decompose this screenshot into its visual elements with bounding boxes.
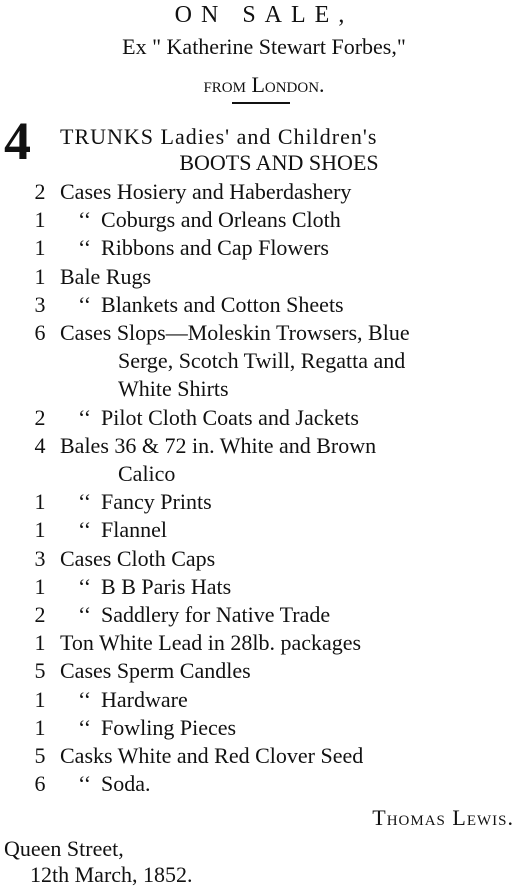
ship-name: Ex " Katherine Stewart Forbes," [122,34,406,59]
list-item [30,404,520,432]
item-quantity: 5 [34,658,46,684]
list-item [30,432,520,460]
list-item [30,291,520,319]
ditto-mark: ‘‘ [78,771,92,797]
item-text: Coburgs and Orleans Cloth [101,207,341,233]
divider-rule [232,102,290,104]
list-item [30,206,520,234]
list-item [30,263,520,291]
ditto-mark: ‘‘ [78,602,92,627]
item-description: Ton White Lead in 28lb. packages [60,630,362,656]
item-continuation: Serge, Scotch Twill, Regatta and [118,348,406,374]
date-line: 12th March, 1852. [30,862,193,887]
lead-quantity: 4 [4,111,31,171]
item-quantity: 3 [34,545,46,571]
item-quantity: 1 [34,517,46,543]
ditto-mark: ‘‘ [78,686,92,712]
item-description: Cases Sperm Candles [60,658,251,684]
item-quantity: 2 [34,404,46,430]
ditto-mark: ‘‘ [78,517,92,543]
item-quantity: 1 [34,630,46,656]
item-description [78,291,344,319]
item-quantity: 1 [34,263,46,289]
ditto-mark: ‘‘ [78,404,92,430]
item-text: Ribbons and Cap Flowers [101,235,329,261]
list-item [30,657,520,685]
list-item [30,686,520,714]
item-continuation: White Shirts [118,376,229,402]
item-quantity: 2 [34,179,46,204]
ditto-mark: ‘‘ [78,489,92,515]
list-item [30,573,520,601]
item-text: Saddlery for Native Trade [101,602,331,627]
item-description [78,573,231,601]
merchant-signature: Thomas Lewis. [372,805,514,830]
address-line: Queen Street, [4,836,124,861]
item-continuation: Calico [118,461,176,486]
list-item [30,488,520,516]
item-quantity: 6 [34,320,46,345]
item-description [78,714,236,742]
item-text: Hardware [101,686,188,712]
item-description [78,234,329,262]
item-description [78,404,359,432]
item-description [78,488,212,516]
lead-line-2: BOOTS AND SHOES [179,150,379,175]
item-description: Bale Rugs [60,263,152,289]
item-description [78,516,167,544]
list-item [30,516,520,544]
from-london: from London. [203,72,325,97]
item-text: Blankets and Cotton Sheets [101,291,344,317]
ditto-mark: ‘‘ [78,573,92,599]
item-quantity: 5 [34,743,46,768]
ditto-mark: ‘‘ [78,235,92,261]
item-description: Cases Cloth Caps [60,545,216,571]
list-item [30,545,520,573]
item-quantity: 1 [34,686,46,712]
item-description [78,770,151,798]
item-description: Cases Hosiery and Haberdashery [60,179,352,204]
item-quantity: 4 [34,432,46,458]
list-item [30,770,520,798]
item-text: Pilot Cloth Coats and Jackets [101,404,359,430]
lead-line-1: TRUNKS Ladies' and Children's [60,124,378,149]
list-item [30,319,520,347]
item-quantity: 6 [34,771,46,797]
item-description: Bales 36 & 72 in. White and Brown [60,432,377,458]
item-quantity: 1 [34,489,46,515]
list-item [30,601,520,629]
ditto-mark: ‘‘ [78,207,92,233]
item-quantity: 1 [34,573,46,599]
item-description [78,601,330,629]
item-description [78,686,188,714]
ditto-mark: ‘‘ [78,291,92,317]
list-item [30,714,520,742]
item-text: Fowling Pieces [101,714,237,740]
item-quantity: 1 [34,714,46,740]
item-description [78,206,341,234]
item-quantity: 1 [34,235,46,261]
list-item [30,629,520,657]
ditto-mark: ‘‘ [78,714,92,740]
list-item [30,178,520,206]
list-item [30,234,520,262]
list-item [30,742,520,770]
on-sale-heading: ON SALE, [174,2,354,28]
item-description: Cases Slops—Moleskin Trowsers, Blue [60,320,410,345]
item-description: Casks White and Red Clover Seed [60,743,364,768]
item-text: Fancy Prints [101,489,212,515]
item-text: B B Paris Hats [101,573,232,599]
item-quantity: 3 [34,291,46,317]
item-text: Soda. [101,771,151,797]
item-text: Flannel [101,517,168,543]
item-quantity: 2 [34,602,46,627]
item-quantity: 1 [34,207,46,233]
